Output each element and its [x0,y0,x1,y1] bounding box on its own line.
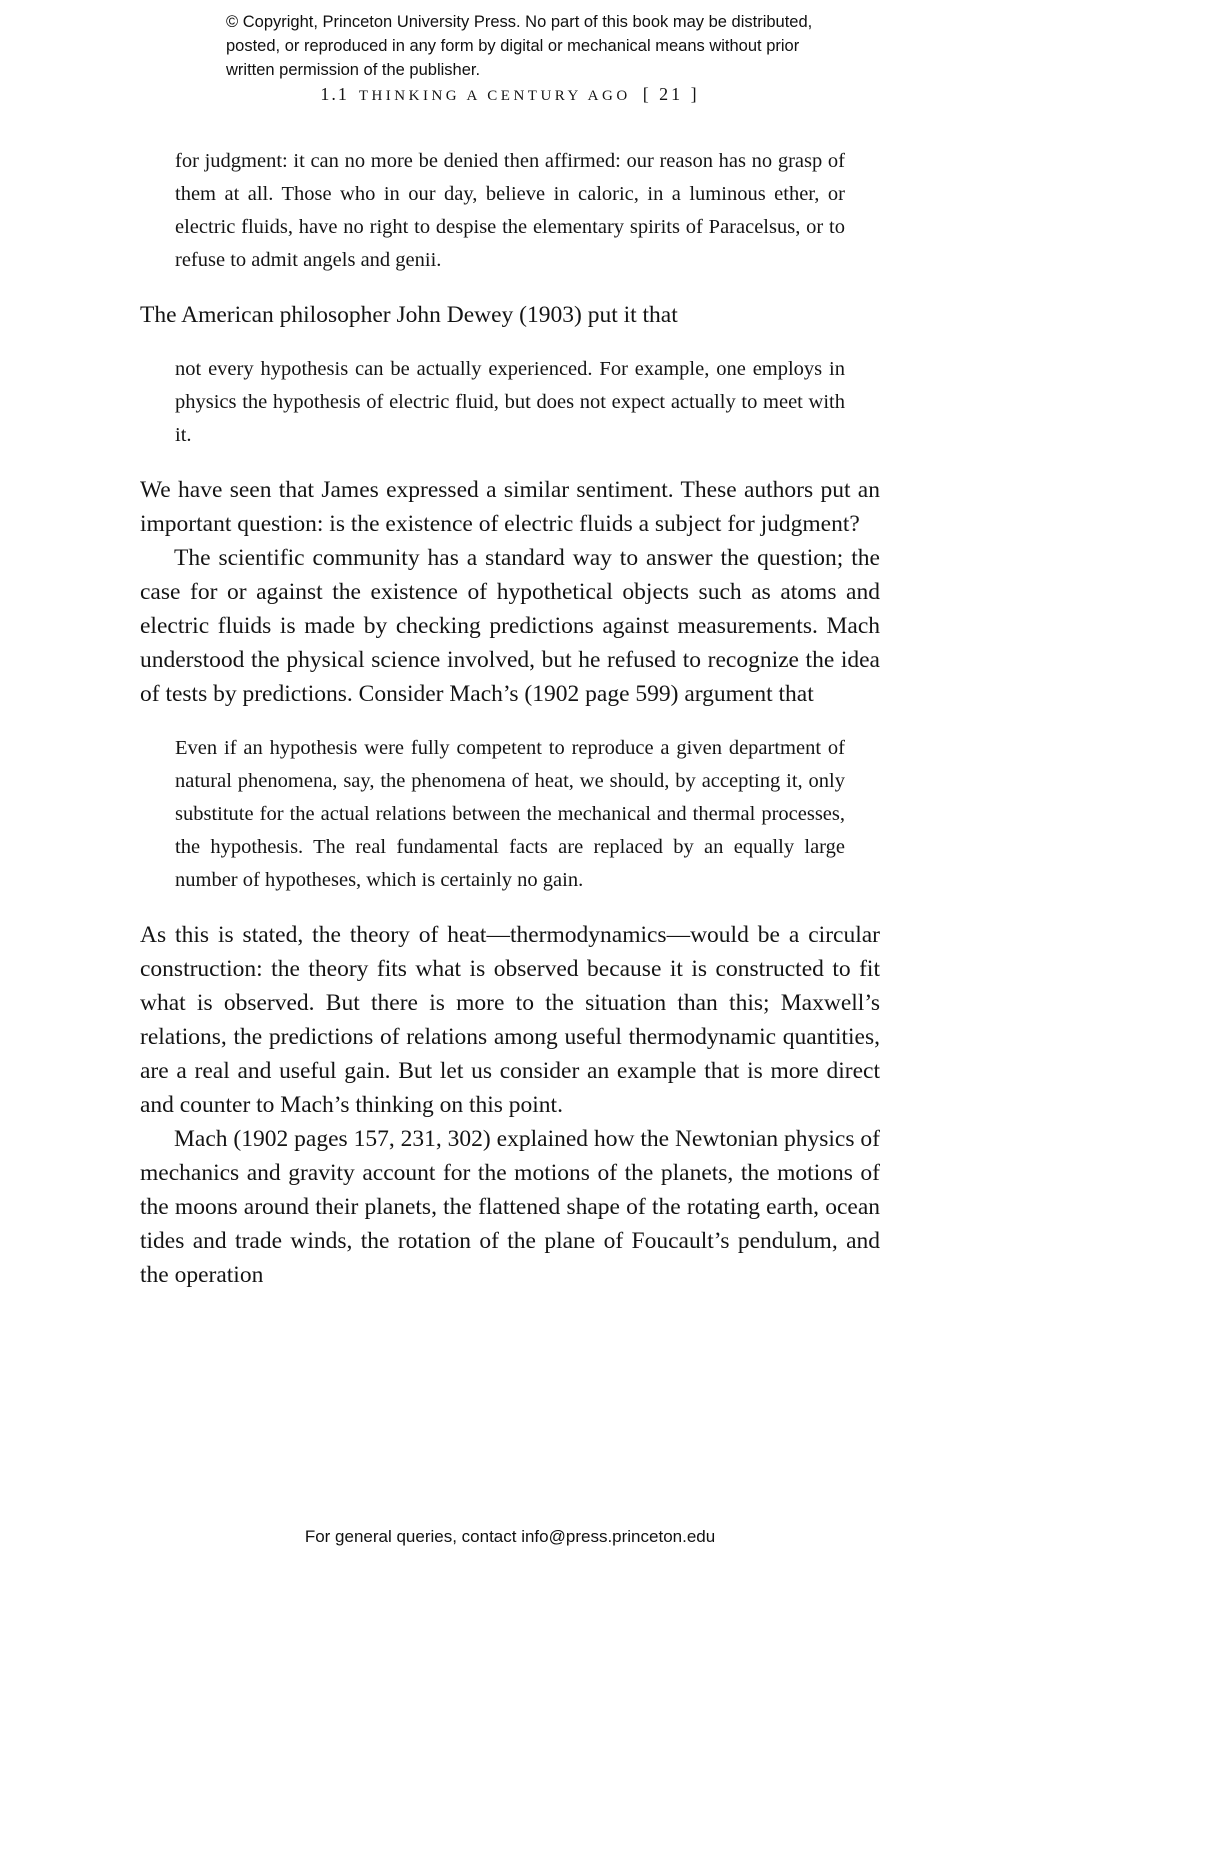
page-body [140,132,880,1292]
running-head-page-number: [ 21 ] [642,84,700,104]
paragraph: The American philosopher John Dewey (1903) put it that [140,302,678,328]
paragraph: Mach (1902 pages 157, 231, 302) explained how the Newtonian physics of mechanics and gravity account for the motions of the planets, the motions of the moons around their planets, the flattened shape of the rotating earth, ocean tides and trade winds, the rotation of the plane of Foucault’s pendulum, and the operation [140,1126,880,1288]
block-quote: for judgment: it can no more be denied then affirmed: our reason has no grasp of them at all. Those who in our day, believe in caloric, in a luminous ether, or electric fluids, have no right to despise the elementary spirits of Paracelsus, or to refuse to admit angels and genii. [175,150,845,271]
running-head-chapter-title: THINKING A CENTURY AGO [358,88,631,104]
paragraph: As this is stated, the theory of heat—thermodynamics—would be a circular construction: the theory fits what is observed because it is constructed to fit what is observed. But there is more to the situation than this; Maxwell’s relations, the predictions of relations among useful thermodynamic quantities, are a real and useful gain. But let us consider an example that is more direct and counter to Mach’s thinking on this point. [140,922,880,1118]
block-quote: not every hypothesis can be actually experienced. For example, one employs in physics the hypothesis of electric fluid, but does not expect actually to meet with it. [175,358,845,446]
copyright-notice: © Copyright, Princeton University Press. No part of this book may be distributed, posted, or reproduced in any form by digital or mechanical means without prior written permission of the publisher. [226,13,813,79]
block-quote: Even if an hypothesis were fully competent to reproduce a given department of natural phenomena, say, the phenomena of heat, we should, by accepting it, only substitute for the actual relations between the mechanical and thermal processes, the hypothesis. The real fundamental facts are replaced by an equally large number of hypotheses, which is certainly no gain. [175,737,845,891]
paragraph: The scientific community has a standard way to answer the question; the case for or against the existence of hypothetical objects such as atoms and electric fluids is made by checking predictions against measurements. Mach understood the physical science involved, but he refused to recognize the idea of tests by predictions. Consider Mach’s (1902 page 599) argument that [140,545,880,707]
paragraph: We have seen that James expressed a similar sentiment. These authors put an important question: is the existence of electric fluids a subject for judgment? [140,477,880,537]
running-head-section-number: 1.1 [320,84,349,104]
running-head [140,84,880,105]
footer-query-contact: For general queries, contact info@press.princeton.edu [304,1527,716,1546]
